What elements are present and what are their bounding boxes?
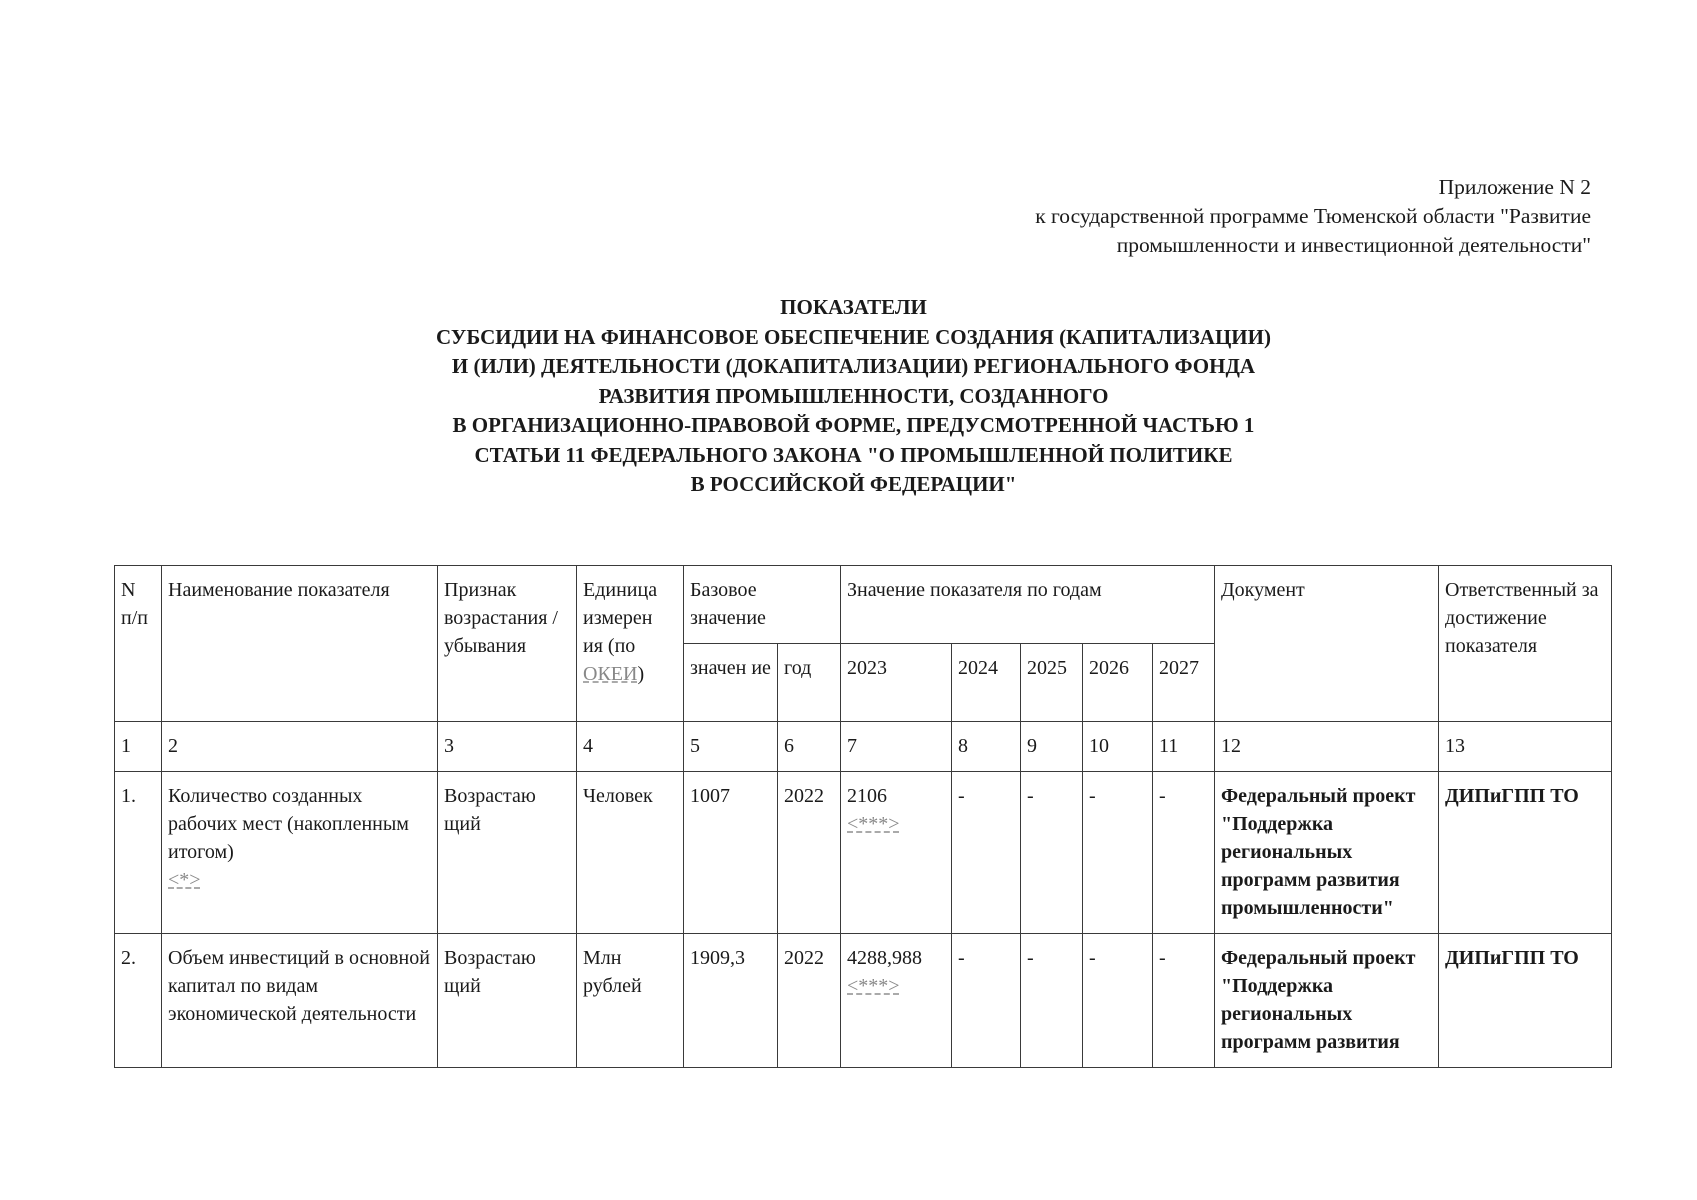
header-document: Документ	[1215, 566, 1439, 722]
row-num: 2.	[115, 934, 162, 1068]
column-number: 5	[684, 722, 778, 772]
footnote-ref-link[interactable]: <***>	[847, 813, 900, 835]
header-base-year: год	[778, 644, 841, 722]
header-base: Базовое значение	[684, 566, 841, 644]
row-sign: Возрастаю щий	[438, 934, 577, 1068]
row-document: Федеральный проект "Поддержка региональных программ развития промышленности"	[1215, 772, 1439, 934]
header-num: N п/п	[115, 566, 162, 722]
row-responsible: ДИПиГПП ТО	[1439, 772, 1612, 934]
row-value-2027: -	[1153, 934, 1215, 1068]
column-number: 7	[841, 722, 952, 772]
title-line: В ОРГАНИЗАЦИОННО-ПРАВОВОЙ ФОРМЕ, ПРЕДУСМОТРЕННОЙ ЧАСТЬЮ 1	[452, 413, 1255, 437]
title-line: СТАТЬИ 11 ФЕДЕРАЛЬНОГО ЗАКОНА "О ПРОМЫШЛЕННОЙ ПОЛИТИКЕ	[474, 442, 1233, 467]
row-value-2024: -	[952, 772, 1021, 934]
header-base-value: значен ие	[684, 644, 778, 722]
header-unit-text: Единица измерен ия (по	[583, 579, 658, 657]
column-number: 12	[1215, 722, 1439, 772]
column-number-row	[115, 722, 1612, 772]
row-base-year: 2022	[778, 772, 841, 934]
row-num: 1.	[115, 772, 162, 934]
header-year-2027: 2027	[1153, 644, 1215, 722]
row-sign: Возрастаю щий	[438, 772, 577, 934]
table-row	[115, 772, 1612, 934]
row-name-text: Количество созданных рабочих мест (накопленным итогом)	[168, 785, 409, 863]
row-value-2025: -	[1021, 772, 1083, 934]
column-number: 11	[1153, 722, 1215, 772]
row-value-2023	[841, 772, 952, 934]
row-unit: Млн рублей	[577, 934, 684, 1068]
row-value-2027: -	[1153, 772, 1215, 934]
row-value-2026: -	[1083, 934, 1153, 1068]
row-value-2024: -	[952, 934, 1021, 1068]
header-sign: Признак возрастания / убывания	[438, 566, 577, 722]
appendix-line-1: Приложение N 2	[1438, 175, 1591, 199]
row-responsible: ДИПиГПП ТО	[1439, 934, 1612, 1068]
header-year-2023: 2023	[841, 644, 952, 722]
column-number: 9	[1021, 722, 1083, 772]
row-value-2023	[841, 934, 952, 1068]
title-line: ПОКАЗАТЕЛИ	[780, 295, 927, 319]
title-line: И (ИЛИ) ДЕЯТЕЛЬНОСТИ (ДОКАПИТАЛИЗАЦИИ) РЕГИОНАЛЬНОГО ФОНДА	[451, 354, 1256, 378]
title-line: СУБСИДИИ НА ФИНАНСОВОЕ ОБЕСПЕЧЕНИЕ СОЗДАНИЯ (КАПИТАЛИЗАЦИИ)	[436, 324, 1271, 349]
appendix-line-2: к государственной программе Тюменской области "Развитие	[1035, 204, 1591, 228]
indicators-table	[114, 565, 1612, 1068]
footnote-ref-link[interactable]: <***>	[847, 975, 900, 997]
column-number: 4	[577, 722, 684, 772]
table-row	[115, 934, 1612, 1068]
column-number: 8	[952, 722, 1021, 772]
row-name: Объем инвестиций в основной капитал по видам экономической деятельности	[162, 934, 438, 1068]
appendix-line-3: промышленности и инвестиционной деятельности"	[1116, 233, 1591, 257]
title-line: РАЗВИТИЯ ПРОМЫШЛЕННОСТИ, СОЗДАННОГО	[598, 383, 1109, 408]
row-name	[162, 772, 438, 934]
appendix-caption	[1035, 173, 1591, 260]
row-unit: Человек	[577, 772, 684, 934]
header-year-2026: 2026	[1083, 644, 1153, 722]
row-value-2025: -	[1021, 934, 1083, 1068]
header-unit	[577, 566, 684, 722]
row-base-value: 1007	[684, 772, 778, 934]
column-number: 6	[778, 722, 841, 772]
header-values-by-year: Значение показателя по годам	[841, 566, 1215, 644]
footnote-ref-link[interactable]: <*>	[168, 869, 201, 891]
title-line: В РОССИЙСКОЙ ФЕДЕРАЦИИ"	[690, 472, 1017, 496]
header-unit-suffix: )	[637, 663, 645, 685]
row-document: Федеральный проект "Поддержка региональных программ развития	[1215, 934, 1439, 1068]
header-year-2024: 2024	[952, 644, 1021, 722]
column-number: 2	[162, 722, 438, 772]
row-base-year: 2022	[778, 934, 841, 1068]
header-name: Наименование показателя	[162, 566, 438, 722]
column-number: 13	[1439, 722, 1612, 772]
document-title	[0, 293, 1697, 500]
row-value-2026: -	[1083, 772, 1153, 934]
okei-link[interactable]: ОКЕИ	[583, 663, 638, 685]
column-number: 10	[1083, 722, 1153, 772]
row-value-2023-text: 2106	[847, 785, 887, 807]
row-value-2023-text: 4288,988	[847, 947, 922, 969]
header-row	[115, 566, 1612, 644]
header-responsible: Ответственный за достижение показателя	[1439, 566, 1612, 722]
row-base-value: 1909,3	[684, 934, 778, 1068]
column-number: 3	[438, 722, 577, 772]
column-number: 1	[115, 722, 162, 772]
header-year-2025: 2025	[1021, 644, 1083, 722]
